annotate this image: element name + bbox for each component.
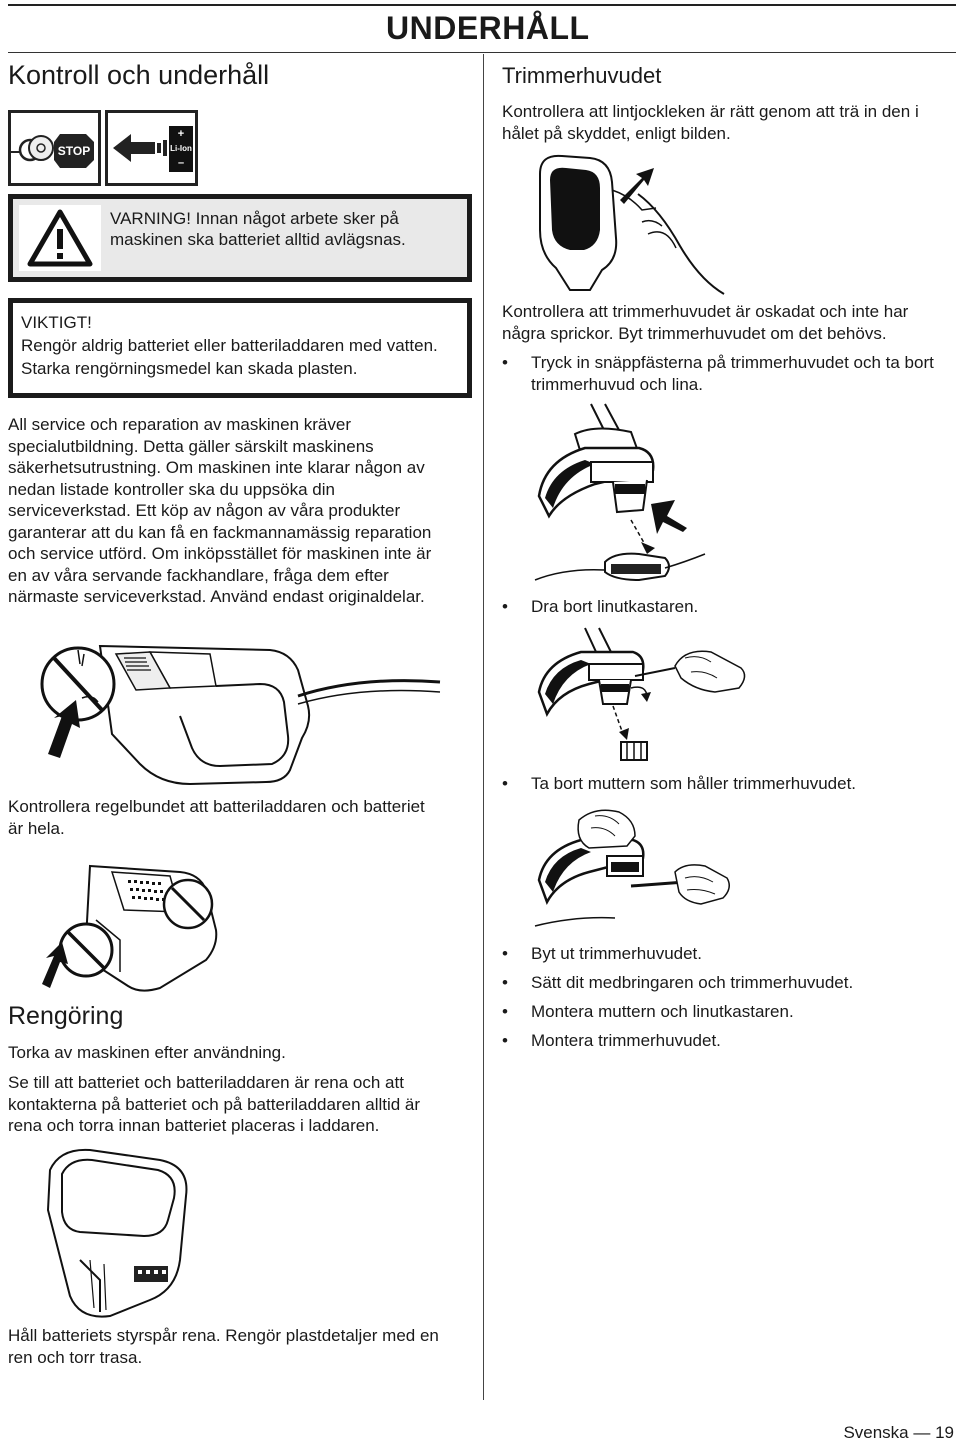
check-head-text xyxy=(502,301,908,344)
cleaning-p2 xyxy=(8,1072,420,1137)
intro-line: Kontrollera att lintjockleken är rätt genom att trä in den i xyxy=(502,102,919,121)
service-line: serviceverkstad. Ett köp av någon av våra produkter xyxy=(8,501,401,520)
bullet-dot: • xyxy=(502,353,508,372)
intro-line: hålet på skyddet, enligt bilden. xyxy=(502,123,731,143)
trimmer-head-removal-illustration xyxy=(535,404,705,594)
warning-line-2: maskinen ska batteriet alltid avlägsnas. xyxy=(110,230,406,249)
service-line: specialutbildning. Detta gäller särskilt maskinens xyxy=(8,436,374,456)
bullet-dot: • xyxy=(502,774,508,793)
battery-minus: – xyxy=(177,157,185,169)
rails-note xyxy=(8,1325,439,1368)
service-line: garanterar att du kan få en fackmannamässig reparation xyxy=(8,522,432,542)
heading-trimmerhuvudet: Trimmerhuvudet xyxy=(502,63,662,88)
warning-triangle-icon xyxy=(27,209,93,267)
column-divider xyxy=(483,54,484,1400)
warning-text xyxy=(110,208,406,250)
service-line: nedan listade kontroller ska du uppsöka din xyxy=(8,479,335,499)
charger-check-text xyxy=(8,796,425,839)
page-section-title: UNDERHÅLL xyxy=(386,10,590,46)
important-title: VIKTIGT! xyxy=(21,313,92,332)
check-head-line: Kontrollera att trimmerhuvudet är oskadat och inte har xyxy=(502,302,909,321)
warning-line-1: VARNING! Innan något arbete sker på xyxy=(110,209,399,228)
bullet-text: Ta bort muttern som håller trimmerhuvudet. xyxy=(531,774,857,793)
bullet-text xyxy=(531,352,934,395)
charger-check-line: Kontrollera regelbundet att batteriladdaren och batteriet xyxy=(8,797,425,816)
bullet-snap xyxy=(502,352,960,396)
heading-rengoring: Rengöring xyxy=(8,1002,124,1030)
bullet-byt-ut xyxy=(502,943,960,965)
important-line-1: Rengör aldrig batteriet eller batteriladdaren med vatten. xyxy=(21,336,438,355)
service-line: och service utförd. Om inköpsstället för maskinen inte är xyxy=(8,544,432,563)
bullet-montera-muttern xyxy=(502,1001,960,1023)
service-paragraph xyxy=(8,414,431,608)
bullet-line: trimmerhuvud och lina. xyxy=(531,374,703,394)
page-footer: Svenska — 19 xyxy=(843,1423,954,1442)
important-box xyxy=(8,298,472,398)
important-text xyxy=(21,311,438,380)
cleaning-p1: Torka av maskinen efter användning. xyxy=(8,1043,286,1062)
bullet-dot: • xyxy=(502,973,508,992)
line-ejector-removal-illustration xyxy=(535,628,755,768)
bullet-dot: • xyxy=(502,944,508,963)
cleaning-line: rena och torra innan batteriet placeras i laddaren. xyxy=(8,1116,380,1135)
cleaning-line: kontakterna på batteriet och på batteriladdaren alltid är xyxy=(8,1094,421,1114)
service-line: en av våra servande fackhandlare, fråga dem efter xyxy=(8,565,389,585)
stop-icon xyxy=(8,110,101,186)
battery-label: Li-Ion xyxy=(170,144,192,153)
check-head-line: några sprickor. Byt trimmerhuvudet om det behövs. xyxy=(502,323,887,343)
bullet-text: Byt ut trimmerhuvudet. xyxy=(531,944,703,963)
bullet-text: Montera trimmerhuvudet. xyxy=(531,1031,721,1050)
column-rule xyxy=(8,52,956,53)
bullet-satt-dit xyxy=(502,972,960,994)
bullet-dot: • xyxy=(502,1002,508,1021)
bullet-ta-bort-muttern xyxy=(502,773,960,795)
battery-no-water-illustration xyxy=(40,860,230,990)
bullet-montera-trimmerhuvudet xyxy=(502,1030,960,1052)
rails-note-line: ren och torr trasa. xyxy=(8,1347,143,1367)
cleaning-line: Se till att batteriet och batteriladdaren är rena och att xyxy=(8,1073,404,1092)
heading-kontroll: Kontroll och underhåll xyxy=(8,60,270,90)
bullet-text: Sätt dit medbringaren och trimmerhuvudet. xyxy=(531,973,854,992)
trimmer-intro xyxy=(502,101,919,144)
service-line: säkerhetsutrustning. Om maskinen inte klarar någon av xyxy=(8,458,425,477)
service-line: närmaste serviceverkstad. Använd endast originaldelar. xyxy=(8,587,425,606)
charger-no-water-illustration xyxy=(40,636,440,786)
warning-box xyxy=(8,194,472,282)
nut-removal-illustration xyxy=(535,806,735,936)
rails-note-line: Håll batteriets styrspår rena. Rengör plastdetaljer med en xyxy=(8,1326,439,1345)
battery-rails-illustration xyxy=(40,1140,200,1320)
bullet-text: Montera muttern och linutkastaren. xyxy=(531,1002,794,1021)
battery-remove-icon xyxy=(105,110,198,186)
important-line-2: Starka rengörningsmedel kan skada plasten. xyxy=(21,359,358,378)
line-thickness-illustration xyxy=(530,150,750,295)
bullet-line: Tryck in snäppfästerna på trimmerhuvudet och ta bort xyxy=(531,353,934,372)
bullet-dot: • xyxy=(502,597,508,616)
top-rule xyxy=(8,4,956,6)
warning-icon-panel xyxy=(19,205,101,271)
charger-check-line: är hela. xyxy=(8,818,65,838)
battery-plus: + xyxy=(177,128,185,140)
service-line: All service och reparation av maskinen kräver xyxy=(8,415,351,434)
bullet-dra-bort xyxy=(502,596,960,618)
bullet-text: Dra bort linutkastaren. xyxy=(531,597,699,616)
bullet-dot: • xyxy=(502,1031,508,1050)
stop-label: STOP xyxy=(57,144,91,158)
